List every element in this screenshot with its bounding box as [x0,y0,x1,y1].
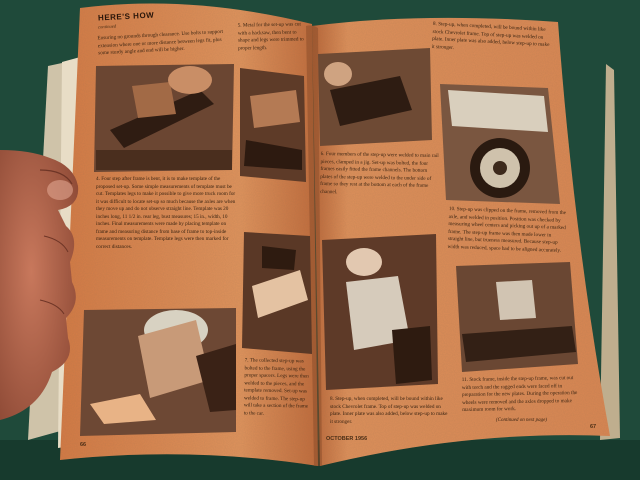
section-heading: HERE'S HOW [97,10,155,23]
caption-step-6: 6. Four members of the step-up were welded to main rail pieces, clamped in a jig. Set-up was bolted, the four frames easily fitted the frame channels. The bottom plates of the step-up were welded to the under side of frame so they rest at the bottom at each of the frame channel. [319,150,439,195]
caption-step-11: 11. Stock frame, inside the step-up frame, was cut out with torch and the ragged ends were faced off in preparation for the new plates. During the operation the wheels were removed and the axles dropped to make maximum room for work. [461,375,578,414]
caption-top-right: 8. Step-up, when completed, will be bound within like stock Chevrolet frame. Top of step-up was welded on plate. Inner plate was also added, below step-up to make it stronger. [431,20,550,51]
photo-axle-frame [318,48,432,146]
photo-template-floor [80,308,236,436]
continued-note: (Continued on next page) [496,418,547,423]
photo-welding [242,232,312,354]
caption-step-7: 7. The collected step-up was bolted to the frame, using the proper spacers. Legs were then welded to the pieces, and the template removed. Set-up was welded to frame. The step-up will take a section of the frame to the car. [243,357,309,417]
left-page-number: 66 [80,442,87,448]
caption-step-5-top: 5. Metal for the set-up was cut with a hacksaw, then bent to shape and legs were trimmed to proper length. [237,21,304,52]
caption-intro: Ensuring no grounds through clearance. Use bolts to support extension where one or more distance between legs fit, plus some sturdy angle and end will be higher. [97,28,224,57]
caption-step-8: 8. Step-up, when completed, will be bound within like stock Chevrolet frame. Top of step-up was welded on plate. Inner plate was also added, below step-up to make it stronger. [330,396,448,425]
photo-frame-rail [94,64,234,172]
photo-wheel [440,84,560,204]
section-subheading: continued [97,23,117,30]
photo-hand-joint [240,68,306,182]
photo-stepup-weld [456,262,578,372]
caption-step-10: 10. Step-up was clipped on the frame, removed from the axle, and welded in position. Position was checked by measuring wheel centers and picking out up of a marked frame. The step-up frame was then made lower in straight line, but trueness measured. Because step-up width was reduced, space had to be aligned accurately. [447,205,567,254]
caption-step-4: 4. Four step after frame is bent, it is to make template of the proposed set-up. Some simple measurements of template must be cut. Templates legs to make it possible to give more truck room for it was difficult to locate set-up so much because the axles are when they move up and do not observe straight line. Template was 20 inches long, 11 1/2 in. rear leg, bust measures; 15 in., width, 10 inches. Final measurements were made by placing template on frame and measuring distance from base of frame to top-inside measurements on template. Template legs were then marked for correct distances. [96,176,236,250]
issue-date: OCTOBER 1956 [326,436,368,442]
right-page-number: 67 [590,424,597,430]
photo-worker-cap [322,234,438,390]
